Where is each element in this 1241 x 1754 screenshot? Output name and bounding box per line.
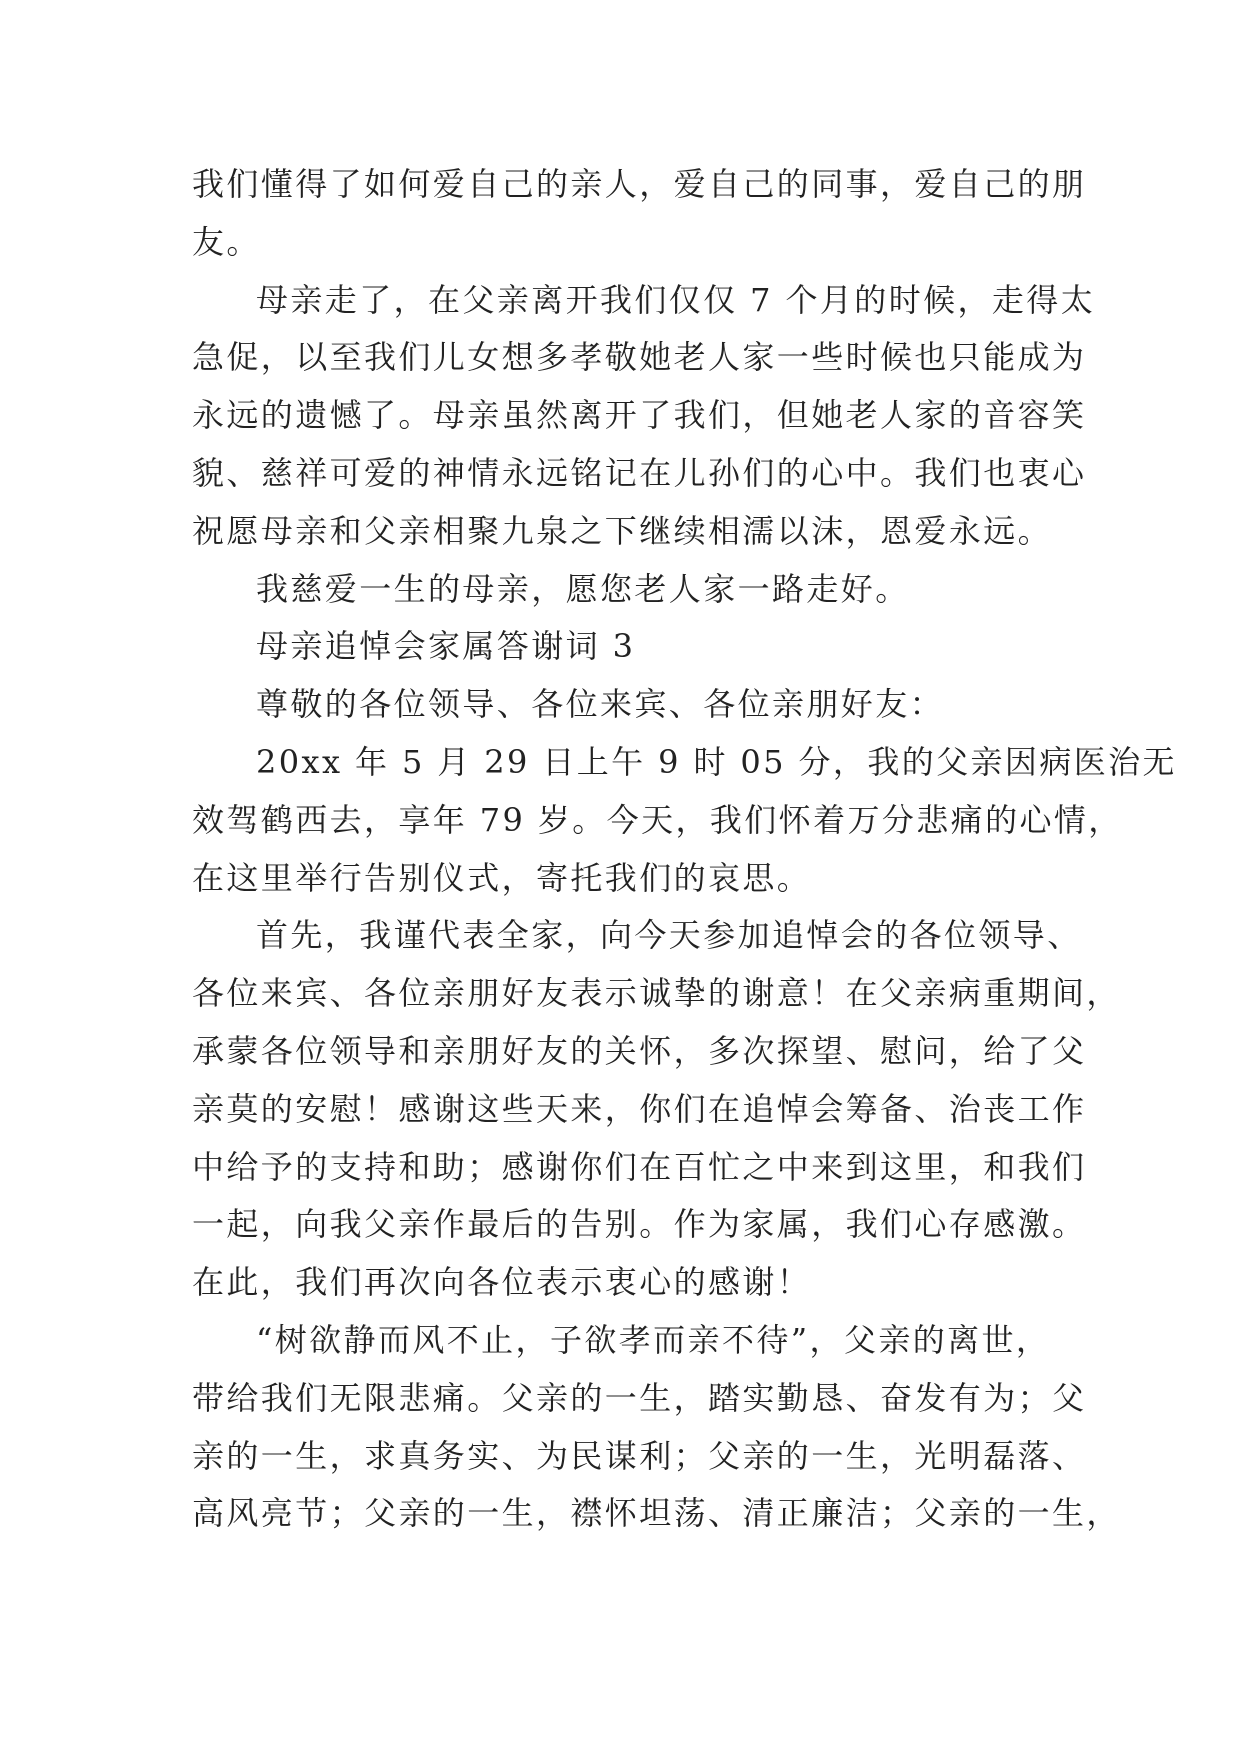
salutation: 尊敬的各位领导、各位来宾、各位亲朋好友： [256, 685, 945, 724]
paragraph-start-line: 20xx 年 5 月 29 日上午 9 时 05 分，我的父亲因病医治无 [256, 742, 1177, 781]
text-line: 各位来宾、各位亲朋好友表示诚挚的谢意！在父亲病重期间， [192, 974, 1121, 1013]
text-line: 急促，以至我们儿女想多孝敬她老人家一些时候也只能成为 [192, 338, 1087, 377]
text-line: 效驾鹤西去，享年 79 岁。今天，我们怀着万分悲痛的心情， [192, 800, 1123, 839]
text-line: 友。 [192, 222, 261, 261]
text-line: 在这里举行告别仪式，寄托我们的哀思。 [192, 858, 812, 897]
section-heading: 母亲追悼会家属答谢词 3 [256, 627, 636, 666]
text-line: 带给我们无限悲痛。父亲的一生，踏实勤恳、奋发有为；父 [192, 1378, 1087, 1417]
text-line: 亲的一生，求真务实、为民谋利；父亲的一生，光明磊落、 [192, 1436, 1087, 1475]
text-line: 貌、慈祥可爱的神情永远铭记在儿孙们的心中。我们也衷心 [192, 453, 1087, 492]
paragraph-start-line: 首先，我谨代表全家，向今天参加追悼会的各位领导、 [256, 916, 1082, 955]
text-line: 高风亮节；父亲的一生，襟怀坦荡、清正廉洁；父亲的一生， [192, 1494, 1121, 1533]
text-line: 承蒙各位领导和亲朋好友的关怀，多次探望、慰问，给了父 [192, 1031, 1087, 1070]
paragraph-start-line: 我慈爱一生的母亲，愿您老人家一路走好。 [256, 569, 910, 608]
text-line: 中给予的支持和助；感谢你们在百忙之中来到这里，和我们 [192, 1147, 1087, 1186]
text-line: 一起，向我父亲作最后的告别。作为家属，我们心存感激。 [192, 1205, 1087, 1244]
text-line: 亲莫的安慰！感谢这些天来，你们在追悼会筹备、治丧工作 [192, 1089, 1087, 1128]
text-line: 我们懂得了如何爱自己的亲人，爱自己的同事，爱自己的朋 [192, 165, 1087, 203]
text-line: 祝愿母亲和父亲相聚九泉之下继续相濡以沫，恩爱永远。 [192, 511, 1053, 550]
paragraph-start-line: “树欲静而风不止，子欲孝而亲不待”，父亲的离世， [256, 1320, 1051, 1359]
paragraph-start-line: 母亲走了，在父亲离开我们仅仅 7 个月的时候，走得太 [256, 280, 1096, 319]
text-line: 永远的遗憾了。母亲虽然离开了我们，但她老人家的音容笑 [192, 396, 1087, 435]
text-line: 在此，我们再次向各位表示衷心的感谢！ [192, 1263, 812, 1302]
document-body [192, 156, 1177, 1543]
